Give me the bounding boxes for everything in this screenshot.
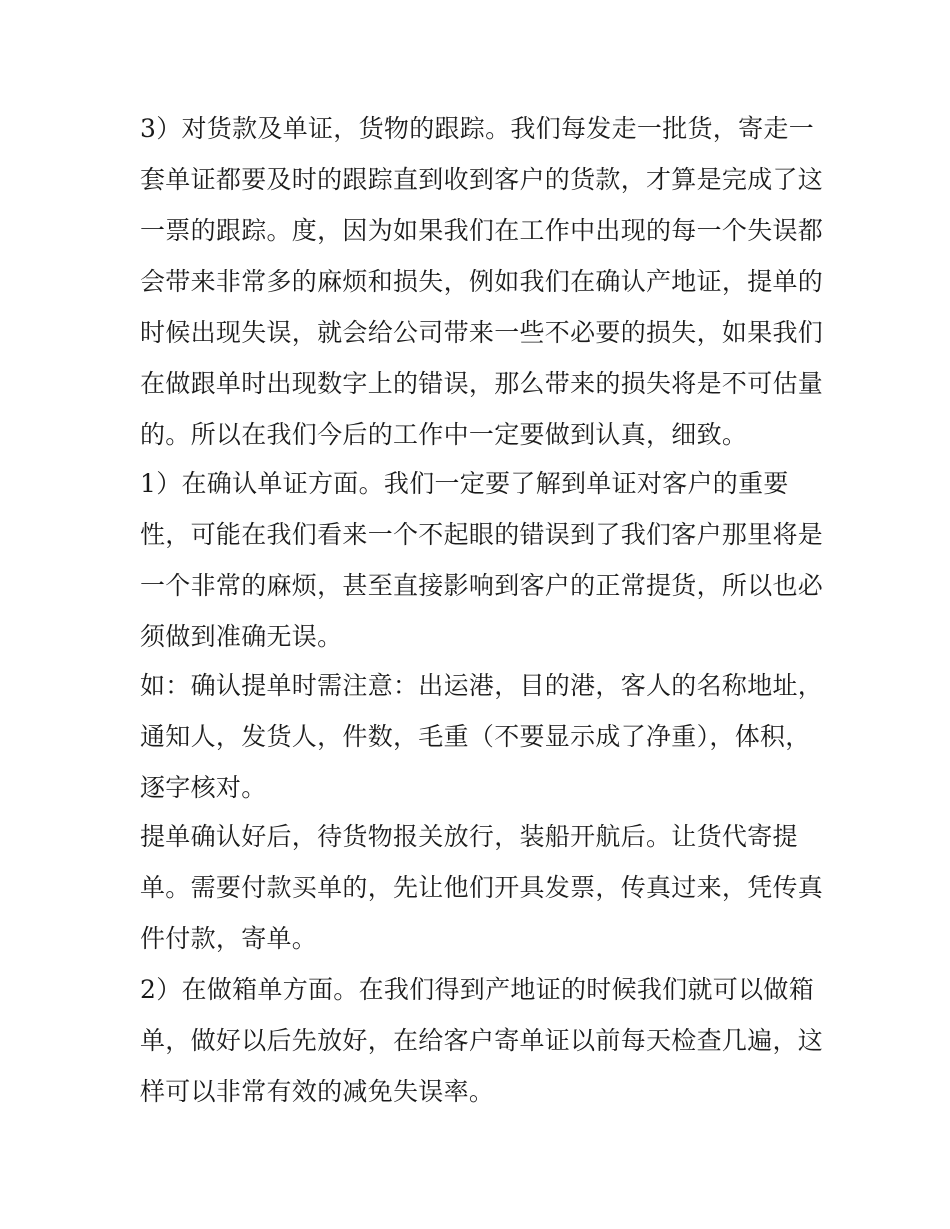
text-line-16: 单。需要付款买单的，先让他们开具发票，传真过来，凭传真 (140, 873, 824, 902)
text-line-5: 时候出现失误，就会给公司带来一些不必要的损失，如果我们 (140, 318, 824, 347)
text-line-20: 样可以非常有效的减免失误率。 (140, 1077, 495, 1106)
text-line-15: 提单确认好后，待货物报关放行，装船开航后。让货代寄提 (140, 822, 798, 851)
text-line-1: 3）对货款及单证，货物的跟踪。我们每发走一批货，寄走一 (140, 114, 815, 143)
text-line-7: 的。所以在我们今后的工作中一定要做到认真，细致。 (140, 420, 748, 449)
text-line-14: 逐字核对。 (140, 773, 267, 802)
text-line-17: 件付款，寄单。 (140, 924, 318, 953)
text-line-12: 如：确认提单时需注意：出运港，目的港，客人的名称地址， (140, 671, 824, 700)
text-line-6: 在做跟单时出现数字上的错误，那么带来的损失将是不可估量 (140, 369, 824, 398)
text-line-13: 通知人，发货人，件数，毛重（不要显示成了净重），体积， (140, 722, 811, 751)
text-line-9: 性，可能在我们看来一个不起眼的错误到了我们客户那里将是 (140, 520, 824, 549)
text-line-8: 1）在确认单证方面。我们一定要了解到单证对客户的重要 (140, 469, 789, 498)
text-line-11: 须做到准确无误。 (140, 622, 343, 651)
text-line-2: 套单证都要及时的跟踪直到收到客户的货款，才算是完成了这 (140, 165, 824, 194)
text-line-4: 会带来非常多的麻烦和损失，例如我们在确认产地证，提单的 (140, 267, 824, 296)
text-line-18: 2）在做箱单方面。在我们得到产地证的时候我们就可以做箱 (140, 975, 815, 1004)
text-line-10: 一个非常的麻烦，甚至直接影响到客户的正常提货，所以也必 (140, 571, 824, 600)
text-line-3: 一票的跟踪。度，因为如果我们在工作中出现的每一个失误都 (140, 216, 824, 245)
text-line-19: 单，做好以后先放好，在给客户寄单证以前每天检查几遍，这 (140, 1026, 824, 1055)
